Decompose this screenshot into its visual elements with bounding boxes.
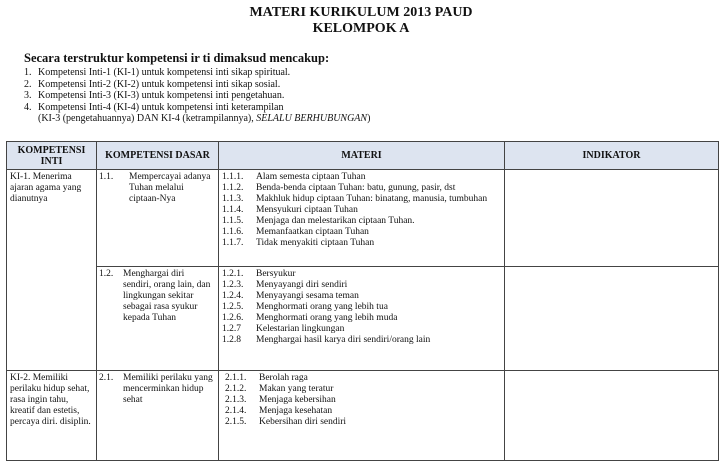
materi-text: Makan yang teratur [259, 384, 334, 394]
materi-cell [219, 267, 505, 371]
materi-item [222, 291, 501, 302]
intro-item-text: Kompetensi Inti-1 (KI-1) untuk kompetensi inti sikap spiritual. [38, 67, 291, 78]
intro-item-number: 3. [24, 90, 32, 101]
materi-item [222, 238, 501, 249]
kd-cell [97, 170, 219, 267]
materi-text: Menjaga dan melestarikan ciptaan Tuhan. [256, 216, 415, 226]
materi-number: 1.2.8 [222, 335, 241, 345]
kd-cell [97, 371, 219, 461]
intro-emphasis: SELALU BERHUBUNGAN [256, 113, 368, 124]
materi-text: Kebersihan diri sendiri [259, 417, 347, 427]
materi-text: Menghargai hasil karya diri sendiri/orang lain [256, 335, 431, 345]
materi-text: Menyayangi sesama teman [256, 291, 359, 301]
document-subtitle: KELOMPOK A [312, 21, 410, 36]
materi-item [225, 373, 501, 384]
materi-number: 1.1.5. [222, 216, 244, 226]
materi-number: 1.2.6. [222, 313, 244, 323]
materi-number: 2.1.1. [225, 373, 247, 383]
intro-item [24, 90, 370, 102]
materi-text: Menghormati orang yang lebih muda [256, 313, 398, 323]
materi-item [222, 324, 501, 335]
materi-number: 1.1.1. [222, 172, 244, 182]
materi-number: 1.2.7 [222, 324, 241, 334]
ki-cell [7, 371, 97, 461]
materi-text: Makhluk hidup ciptaan Tuhan: binatang, manusia, tumbuhan [256, 194, 488, 204]
table-row [7, 170, 719, 267]
materi-cell [219, 170, 505, 267]
document-title: MATERI KURIKULUM 2013 PAUD [249, 5, 473, 20]
ki-text: KI-1. Menerima ajaran agama yang dianutnya [10, 172, 82, 204]
kd-text: Mempercayai adanya Tuhan melalui ciptaan-Nya [129, 172, 211, 204]
header-materi: MATERI [219, 142, 505, 170]
materi-number: 2.1.4. [225, 406, 247, 416]
materi-item [222, 227, 501, 238]
table-row [7, 267, 719, 371]
intro-item-text: Kompetensi Inti-3 (KI-3) untuk kompetensi inti pengetahuan. [38, 90, 285, 101]
materi-number: 1.1.2. [222, 183, 244, 193]
header-kompetensi-inti: KOMPETENSI INTI [7, 142, 97, 170]
header-indikator: INDIKATOR [505, 142, 719, 170]
ki-text: KI-2. Memiliki perilaku hidup sehat, rasa ingin tahu, kreatif dan estetis, percaya diri. disiplin. [10, 373, 91, 427]
materi-item [222, 216, 501, 227]
table-row [7, 371, 719, 461]
materi-text: Menghormati orang yang lebih tua [256, 302, 388, 312]
materi-cell [219, 371, 505, 461]
materi-text: Kelestarian lingkungan [256, 324, 345, 334]
intro-item-text: Kompetensi Inti-2 (KI-2) untuk kompetensi inti sikap sosial. [38, 78, 281, 90]
kd-number: 2.1. [99, 373, 114, 383]
materi-item [225, 384, 501, 395]
materi-text: Menjaga kebersihan [259, 395, 336, 405]
materi-text: Alam semesta ciptaan Tuhan [256, 172, 366, 182]
materi-text: Memanfaatkan ciptaan Tuhan [256, 227, 369, 237]
kd-number: 1.2. [99, 269, 114, 279]
materi-item [225, 417, 501, 428]
kd-text: Memiliki perilaku yang mencerminkan hidup sehat [123, 373, 213, 405]
intro-item-text: Kompetensi Inti-4 (KI-4) untuk kompetensi inti keterampilan [38, 101, 284, 113]
materi-item [222, 335, 501, 346]
materi-text: Menjaga kesehatan [259, 406, 333, 416]
materi-number: 2.1.5. [225, 417, 247, 427]
kd-text: Menghargai diri sendiri, orang lain, dan lingkungan sekitar sebagai rasa syukur kepada Tuhan [123, 269, 211, 323]
intro-item [24, 79, 370, 91]
indikator-cell [505, 371, 719, 461]
intro-item [24, 102, 370, 114]
materi-number: 1.2.3. [222, 280, 244, 290]
materi-item [225, 406, 501, 417]
materi-text: Mensyukuri ciptaan Tuhan [256, 205, 358, 215]
materi-number: 1.2.4. [222, 291, 244, 301]
materi-item [222, 302, 501, 313]
materi-text: Menyayangi diri sendiri [256, 280, 348, 290]
materi-text: Berolah raga [259, 373, 308, 383]
materi-item [222, 172, 501, 183]
materi-item [222, 205, 501, 216]
materi-item [222, 269, 501, 280]
intro-list [24, 67, 370, 125]
ki-cell [7, 170, 97, 371]
materi-number: 1.1.3. [222, 194, 244, 204]
intro-item [24, 67, 370, 79]
intro-item-number: 1. [24, 67, 32, 78]
materi-item [222, 280, 501, 291]
materi-number: 1.2.1. [222, 269, 244, 279]
materi-number: 1.1.6. [222, 227, 244, 237]
curriculum-table [6, 141, 719, 461]
indikator-cell [505, 170, 719, 267]
materi-item [222, 313, 501, 324]
header-kompetensi-dasar: KOMPETENSI DASAR [97, 142, 219, 170]
kd-number: 1.1. [99, 172, 114, 182]
kd-cell [97, 267, 219, 371]
intro-item-number: 4. [24, 101, 32, 113]
materi-number: 1.1.4. [222, 205, 244, 215]
indikator-cell [505, 267, 719, 371]
intro-continuation [24, 113, 370, 125]
materi-item [222, 194, 501, 205]
materi-item [225, 395, 501, 406]
materi-number: 2.1.2. [225, 384, 247, 394]
materi-text: Tidak menyakiti ciptaan Tuhan [256, 238, 375, 248]
intro-heading: Secara terstruktur kompetensi ir ti dimaksud mencakup: [24, 51, 330, 65]
intro-continuation-text: (KI-3 (pengetahuannya) DAN KI-4 (ketrampilannya), [38, 113, 254, 124]
materi-item [222, 183, 501, 194]
materi-text: Bersyukur [256, 269, 296, 279]
materi-number: 1.1.7. [222, 238, 244, 248]
materi-text: Benda-benda ciptaan Tuhan: batu, gunung, pasir, dst [256, 183, 456, 193]
intro-continuation-end: ) [367, 113, 371, 124]
table-header-row [7, 142, 719, 170]
materi-number: 1.2.5. [222, 302, 244, 312]
materi-number: 2.1.3. [225, 395, 247, 405]
intro-item-number: 2. [24, 78, 32, 90]
